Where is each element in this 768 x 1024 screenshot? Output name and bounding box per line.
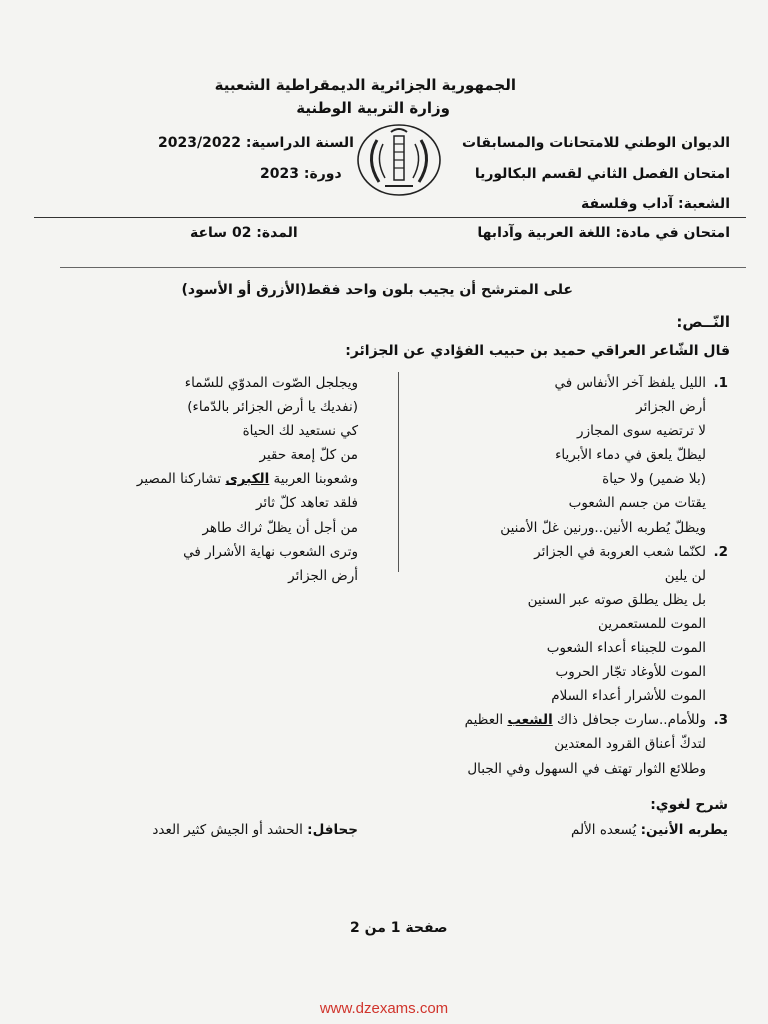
poem-line: فلقد تعاهد كلّ ثائر (255, 495, 358, 512)
poem-line: ليظلّ يلعق في دماء الأبرياء (555, 447, 706, 464)
duration-line: المدة: 02 ساعة (190, 225, 298, 241)
year-label: السنة الدراسية: (245, 135, 354, 151)
section-divider (60, 267, 746, 268)
glossary-title: شرح لغوي: (650, 797, 728, 813)
poem-line: الموت للجبناء أعداء الشعوب (546, 640, 706, 657)
poem-line: لن يلين (664, 567, 706, 584)
year-value: 2023/2022 (158, 135, 242, 151)
poem-line: 2.لكنّما شعب العروبة في الجزائر (534, 543, 728, 560)
exam-name: امتحان الفصل الثاني لقسم البكالوريا (474, 166, 730, 182)
poem-line: وطلائع الثوار تهتف في السهول وفي الجبال (467, 760, 706, 777)
poem-line: كي نستعيد لك الحياة (242, 423, 358, 440)
poem-line: الموت للأشرار أعداء السلام (551, 688, 706, 705)
poem-line: ويجلجل الصّوت المدوّي للسّماء (184, 375, 358, 391)
glossary-term: يطربه الأنين: (640, 822, 728, 838)
instruction: على المترشح أن يجيب بلون واحد فقط(الأزرق أو الأسود) (181, 282, 573, 298)
poem-line: وشعوبنا العربية الكبرى تشاركنا المصير (136, 471, 358, 488)
poem-line: 3.وللأمام..سارت جحافل ذاك الشعب العظيم (464, 712, 728, 729)
poem-line: ويظلّ يُطربه الأنين..ورنين غلّ الأمنين (500, 519, 706, 536)
glossary-definition: يُسعده الألم (571, 822, 641, 838)
office-name: الديوان الوطني للامتحانات والمسابقات (462, 135, 730, 151)
ministry-emblem-icon (355, 122, 443, 198)
poem-line: الموت للمستعمرين (598, 615, 706, 632)
session (260, 166, 342, 182)
glossary-item (152, 822, 358, 838)
poem-line: أرض الجزائر (636, 399, 706, 416)
poem-line: بل يظل يطلق صوته عبر السنين (527, 591, 706, 608)
poem-line: الموت للأوغاد تجّار الحروب (555, 664, 706, 681)
poem-line: لا ترتضيه سوى المجازر (577, 423, 706, 440)
poem-line: وترى الشعوب نهاية الأشرار في (183, 543, 358, 560)
ministry-title: وزارة التربية الوطنية (296, 99, 450, 117)
watermark: www.dzexams.com (319, 1000, 449, 1017)
glossary-term: جحافل: (307, 822, 358, 838)
poem-line: لتدكّ أعناق القرود المعتدين (554, 736, 706, 753)
highlighted-word: الكبرى (225, 471, 270, 488)
poem-line: أرض الجزائر (288, 567, 358, 584)
session-label: دورة: (303, 166, 342, 182)
text-label: النّــص: (676, 313, 730, 331)
session-value: 2023 (260, 166, 299, 182)
poem-column-left (28, 371, 358, 588)
highlighted-word: الشعب (507, 712, 553, 729)
header-divider (34, 217, 746, 218)
poem-line: 1.الليل يلفظ آخر الأنفاس في (554, 375, 728, 391)
poem-line: من كلّ إمعة حقير (259, 447, 358, 464)
glossary-item (571, 822, 728, 838)
poem-line: يقتات من جسم الشعوب (568, 495, 706, 512)
poem-line: من أجل أن يظلّ ثراك طاهر (202, 519, 358, 536)
subject-line: امتحان في مادة: اللغة العربية وآدابها (477, 225, 730, 241)
poem-line: (نفديك يا أرض الجزائر بالدّماء) (187, 399, 358, 416)
poem-column-right (398, 371, 728, 781)
glossary-definition: الحشد أو الجيش كثير العدد (152, 822, 308, 838)
poem-line: (بلا ضمير) ولا حياة (602, 471, 706, 488)
page-number: صفحة 1 من 2 (350, 920, 448, 936)
stream-label: الشعبة: آداب وفلسفة (580, 196, 730, 212)
poem-intro: قال الشّاعر العراقي حميد بن حبيب الفؤادي عن الجزائر: (345, 343, 730, 359)
school-year (158, 135, 354, 151)
republic-title: الجمهورية الجزائرية الديمقراطية الشعبية (214, 76, 516, 94)
